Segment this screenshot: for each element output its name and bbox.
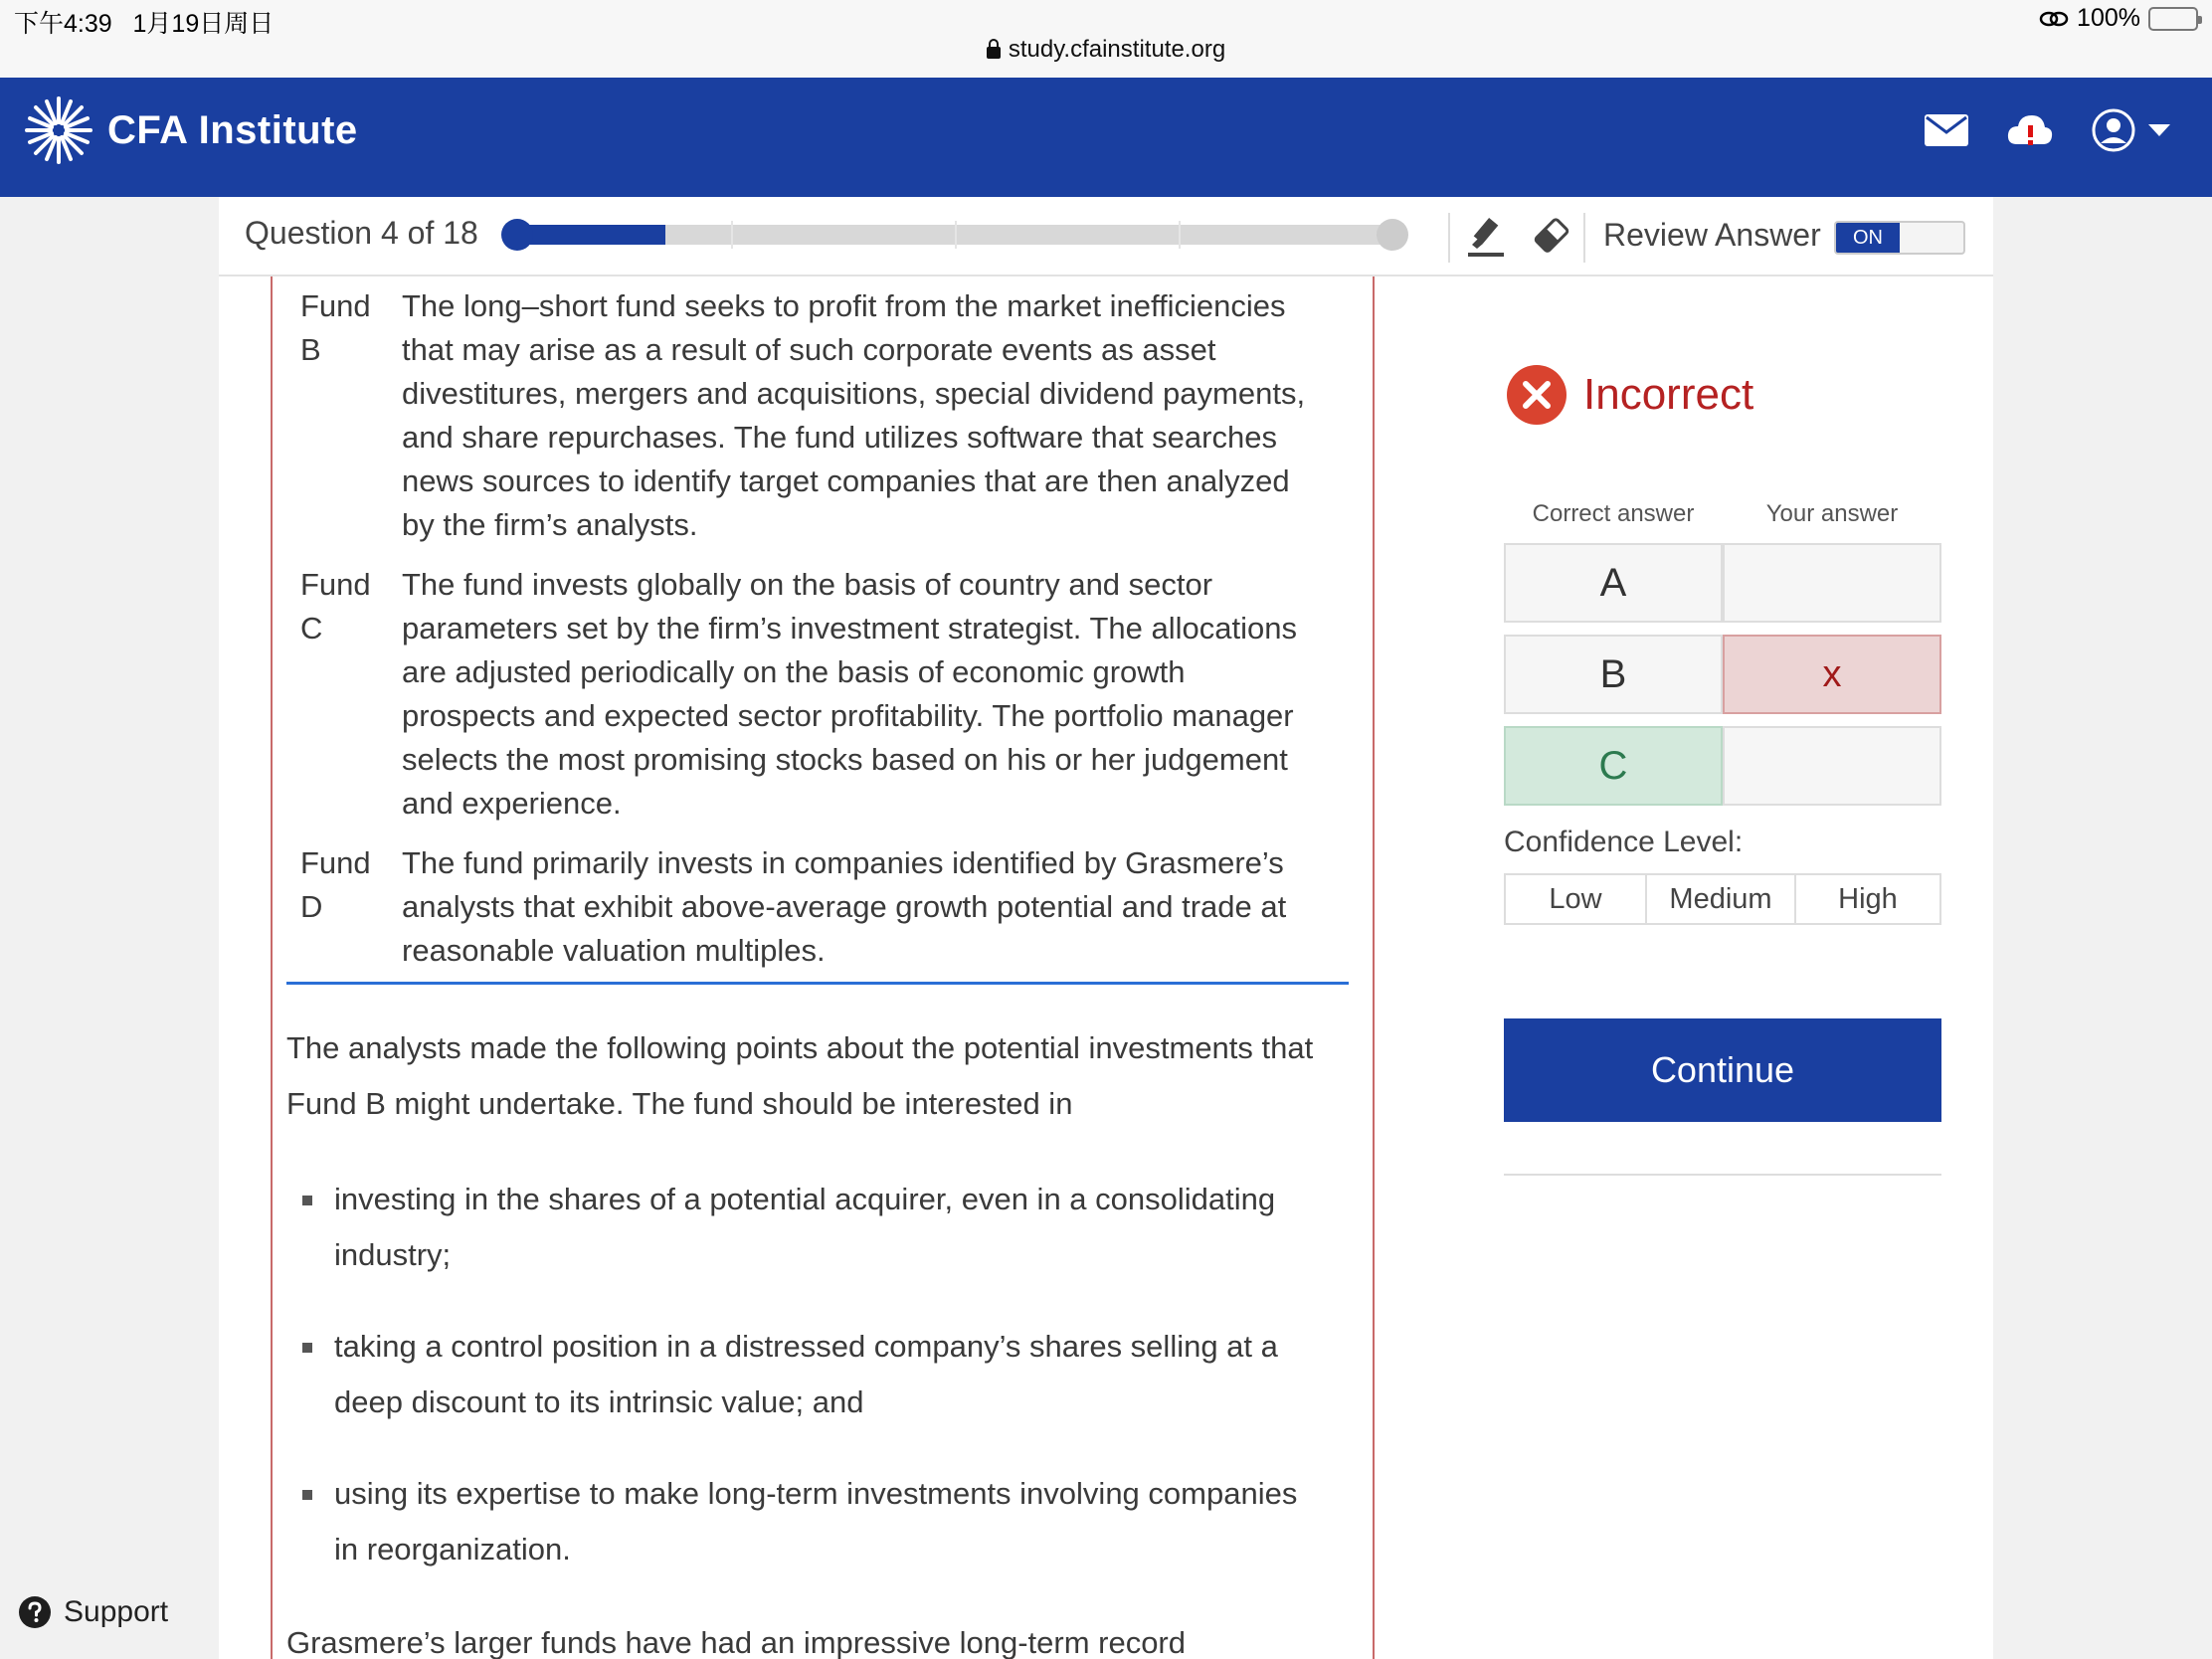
question-panel — [219, 276, 1993, 1659]
progress-end-handle[interactable] — [1377, 219, 1408, 251]
toggle-state: ON — [1836, 223, 1900, 253]
your-option-a — [1723, 543, 1941, 623]
cloud-sync-alert-icon[interactable] — [2005, 110, 2055, 150]
header-actions — [1924, 107, 2172, 153]
your-option-c — [1723, 726, 1941, 806]
your-option-b-selected: x — [1723, 635, 1941, 714]
bullet-marker — [302, 1490, 312, 1500]
bullet-marker — [302, 1343, 312, 1353]
brand-logo[interactable] — [24, 95, 358, 165]
brand-title: CFA Institute — [107, 107, 358, 152]
progress-tick — [731, 221, 733, 249]
fund-name: Fund B — [300, 288, 371, 367]
question-counter: Question 4 of 18 — [245, 215, 478, 251]
verdict-text: Incorrect — [1583, 370, 1754, 419]
help-icon — [18, 1595, 52, 1629]
address-url: study.cfainstitute.org — [1008, 36, 1226, 63]
confidence-medium-button[interactable]: Medium — [1645, 873, 1796, 925]
mail-icon[interactable] — [1924, 113, 1969, 147]
lock-icon — [987, 47, 1001, 59]
toolbar-divider — [1448, 213, 1450, 263]
fund-description: The fund primarily invests in companies identified by Grasmere’s analysts that exhibit above-average growth potential and trade at reasonable valuation multiples. — [402, 845, 1287, 968]
status-indicators — [2039, 4, 2198, 33]
passage-pane: Fund B The long–short fund seeks to profit from the market inefficiencies that may arise as a result of such corporate events as asset divestitures, mergers and acquisitions, special dividend payments, and share repurchases. The fund utilizes software that searches news sources to identify target companies that are then analyzed by the firm’s analysts. Fund C The fund invests globally on the basis of country and sector parameters set by the firm’s investment strategist. The allocations are adjusted periodically on the basis of economic growth prospects and expected sector profitability. The portfolio manager selects the most promising stocks based on his or her judgement and experience. Fund D The fund primarily invests in companies identified by Grasmere’s analysts that exhibit above-average growth potential and trade at reasonable valuation multiples. The analysts made the following points about the potential investments that Fund B might undertake. The fund should be interested in investing in the shares of a potential acquirer, even in a consolidating industry; taking a control position in a distressed company’s shares selling at a deep discount to its intrinsic value; and using its expertise to make long-term investments involving companies in reorganization. Grasmere’s larger funds have had an impressive long-term record — [271, 276, 1375, 1659]
fund-row-d — [300, 841, 1355, 981]
fund-description: The fund invests globally on the basis of country and sector parameters set by the firm’s investment strategist. The allocations are adjusted periodically on the basis of economic growth prospects and expected sector profitability. The portfolio manager selects the most promising stocks based on his or her judgement and experience. — [402, 567, 1297, 821]
your-answer-header: Your answer — [1765, 500, 1899, 527]
answer-divider — [1504, 1174, 1941, 1176]
answer-verdict — [1506, 364, 1753, 426]
fund-row-b — [300, 284, 1355, 563]
chevron-down-icon — [2146, 122, 2172, 138]
question-toolbar — [219, 197, 1993, 276]
support-link[interactable] — [18, 1595, 168, 1629]
fund-name: Fund C — [300, 567, 371, 645]
table-bottom-rule — [286, 982, 1349, 985]
progress-tick — [955, 221, 957, 249]
status-time: 下午4:39 — [14, 10, 112, 38]
user-avatar-icon — [2091, 107, 2136, 153]
incorrect-icon — [1506, 364, 1567, 426]
highlighter-icon[interactable] — [1464, 215, 1508, 259]
correct-option-c-highlighted: C — [1504, 726, 1723, 806]
address-bar[interactable] — [0, 36, 2212, 64]
link-icon — [2039, 10, 2069, 28]
correct-option-b: B — [1504, 635, 1723, 714]
review-answer-label: Review Answer — [1603, 217, 1821, 253]
cfa-logo-icon — [24, 95, 93, 165]
status-date: 1月19日周日 — [132, 10, 275, 38]
fund-description: The long–short fund seeks to profit from the market inefficiencies that may arise as a result of such corporate events as asset divestitures, mergers and acquisitions, special dividend payments, and share repurchases. The fund utilizes software that searches news sources to identify target companies that are then analyzed by the firm’s analysts. — [402, 288, 1306, 542]
progress-start-handle[interactable] — [501, 219, 533, 251]
toolbar-divider — [1583, 213, 1585, 263]
battery-icon — [2148, 7, 2198, 31]
intro-paragraph: The analysts made the following points about the potential investments that Fund B might undertake. The fund should be interested in — [286, 1030, 1314, 1121]
correct-option-a: A — [1504, 543, 1723, 623]
trailing-paragraph: Grasmere’s larger funds have had an impressive long-term record — [286, 1625, 1186, 1659]
bullet-marker — [302, 1196, 312, 1205]
confidence-low-button[interactable]: Low — [1504, 873, 1647, 925]
confidence-high-button[interactable]: High — [1794, 873, 1941, 925]
correct-answer-header: Correct answer — [1532, 500, 1695, 527]
support-label: Support — [64, 1595, 169, 1628]
battery-percent: 100% — [2077, 4, 2140, 32]
fund-row-c — [300, 563, 1355, 841]
confidence-label: Confidence Level: — [1504, 826, 1744, 858]
continue-button[interactable]: Continue — [1504, 1018, 1941, 1122]
app-header — [0, 78, 2212, 197]
eraser-icon[interactable] — [1530, 215, 1573, 259]
progress-tick — [1179, 221, 1181, 249]
review-answer-toggle[interactable] — [1834, 221, 1965, 255]
question-progress[interactable] — [507, 225, 1402, 245]
fund-name: Fund D — [300, 845, 371, 924]
user-menu[interactable] — [2091, 107, 2172, 153]
status-time-date — [14, 4, 274, 40]
ios-status-bar — [0, 0, 2212, 78]
